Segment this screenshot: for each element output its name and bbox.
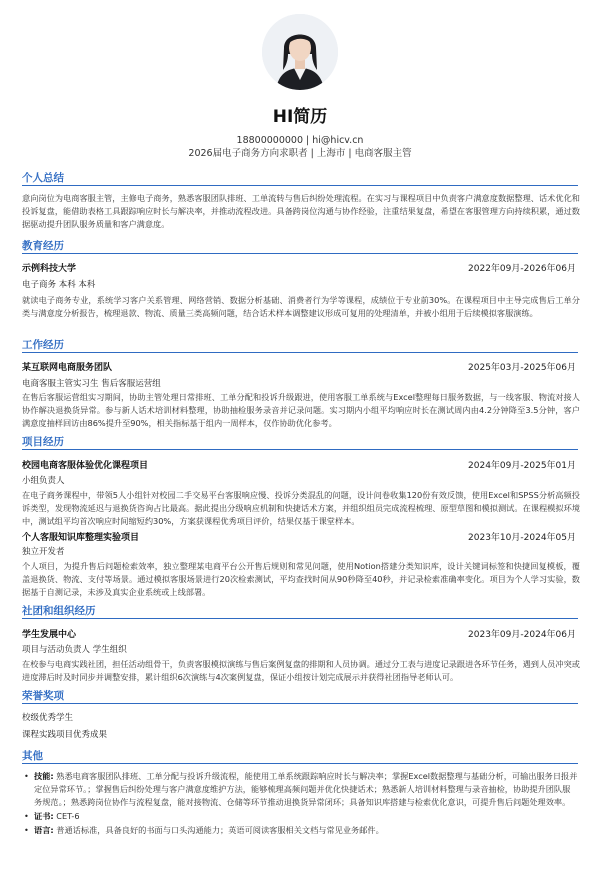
project-date: 2023年10月-2024年05月 bbox=[468, 533, 576, 543]
other-label: 语言: bbox=[34, 825, 54, 835]
section-divider bbox=[22, 703, 578, 704]
section-divider bbox=[22, 449, 578, 450]
contact-info bbox=[0, 134, 600, 160]
section-title-education: 教育经历 bbox=[22, 240, 64, 252]
education-text: 就读电子商务专业，系统学习客户关系管理、网络营销、数据分析基础、消费者行为学等课程，成绩位于专业前30%。在课程项目中主导完成售后工单分类与满意度分析报告，梳理退款、物流、质量三类高频问题，结合话术样本调整建议形成可复用的处理清单，并被小组用于后续模拟客服演练。 bbox=[22, 295, 580, 318]
objective-line: 2026届电子商务方向求职者 | 上海市 | 电商客服主管 bbox=[188, 148, 412, 159]
project-name: 个人客服知识库整理实验项目 bbox=[22, 533, 140, 543]
avatar bbox=[262, 14, 338, 90]
work-company: 某互联网电商服务团队 bbox=[22, 363, 113, 373]
project-role: 独立开发者 bbox=[22, 547, 65, 557]
section-title-work: 工作经历 bbox=[22, 339, 64, 351]
section-divider bbox=[22, 763, 578, 764]
work-role: 电商客服主管实习生 售后客服运营组 bbox=[22, 379, 161, 389]
education-school: 示例科技大学 bbox=[22, 264, 77, 274]
education-date: 2022年09月-2026年06月 bbox=[468, 264, 576, 274]
portrait-icon bbox=[262, 14, 338, 90]
other-label: 证书: bbox=[34, 811, 54, 821]
section-title-activities: 社团和组织经历 bbox=[22, 605, 96, 617]
other-text: CET-6 bbox=[56, 811, 80, 821]
award-item: 课程实践项目优秀成果 bbox=[22, 730, 108, 740]
resume-name: HI简历 bbox=[272, 107, 328, 127]
section-divider bbox=[22, 185, 578, 186]
project-text: 在电子商务课程中，带领5人小组针对校园二手交易平台客服响应慢、投诉分类混乱的问题，设计问卷收集120份有效反馈，使用Excel和SPSS分析高频投诉类型，发现物流延迟与退换货咨询占比最高。据此提出分级响应机制和快捷话术方案，并组织组员完成流程梳理、原型草图和模拟测试。在课程模拟环境中，测试组平均首次响应时间缩短约30%，方案获课程优秀项目评价，结果仅基于课堂样本。 bbox=[22, 490, 580, 526]
section-title-awards: 荣誉奖项 bbox=[22, 690, 64, 702]
award-item: 校级优秀学生 bbox=[22, 713, 74, 723]
project-name: 校园电商客服体验优化课程项目 bbox=[22, 461, 149, 471]
activity-text: 在校参与电商实践社团，担任活动组骨干，负责客服模拟演练与售后案例复盘的排期和人员协调。通过分工表与进度记录跟进各环节任务，遇到人员冲突或进度滞后时及时同步并调整安排，累计组织6次演练与4次案例复盘，保证小组按计划完成展示并获得社团指导老师认可。 bbox=[22, 659, 580, 682]
list-item bbox=[22, 824, 578, 837]
section-divider bbox=[22, 352, 578, 353]
section-title-projects: 项目经历 bbox=[22, 436, 64, 448]
section-title-summary: 个人总结 bbox=[22, 172, 64, 184]
summary-text: 意向岗位为电商客服主管，主修电子商务，熟悉客服团队排班、工单流转与售后纠纷处理流程。在实习与课程项目中负责客户满意度数据整理、话术优化和投诉复盘，能借助表格工具跟踪响应时长与解决率，并推动流程改进。具备跨岗位沟通与协作经验，注重结果复盘，希望在客服管理方向持续积累，通过数据驱动提升团队服务质量和客户满意度。 bbox=[22, 193, 580, 229]
section-divider bbox=[22, 253, 578, 254]
phone-email: 18800000000 | hi@hicv.cn bbox=[236, 135, 364, 146]
education-major: 电子商务 本科 本科 bbox=[22, 280, 96, 290]
work-date: 2025年03月-2025年06月 bbox=[468, 363, 576, 373]
project-role: 小组负责人 bbox=[22, 476, 65, 486]
other-text: 熟悉电商客服团队排班、工单分配与投诉升级流程，能使用工单系统跟踪响应时长与解决率；掌握Excel数据整理与基础分析，可输出服务日报并定位异常环节。；掌握售后纠纷处理与客户满意度维护方法，能够梳理高频问题并优化快捷话术；熟悉新人培训材料整理与录音抽检，协助提升团队服务规范。；熟悉跨岗位协作与流程复盘，能对接物流、仓储等环节推动退换货异常闭环；具备知识库搭建与检索优化意识，可提升售后问题处理效率。 bbox=[34, 771, 578, 807]
project-text: 个人项目，为提升售后问题检索效率，独立整理某电商平台公开售后规则和常见问题，使用Notion搭建分类知识库，设计关键词标签和快捷回复模板，覆盖退换货、物流、支付等场景。通过模拟客服场景进行20次检索测试，平均查找时间从90秒降至40秒，并记录检索准确率变化。项目为个人学习实验，数据基于自测记录，未涉及真实企业系统或上线部署。 bbox=[22, 561, 580, 597]
project-date: 2024年09月-2025年01月 bbox=[468, 461, 576, 471]
section-divider bbox=[22, 618, 578, 619]
list-item bbox=[22, 810, 578, 823]
activity-org: 学生发展中心 bbox=[22, 630, 77, 640]
activity-role: 项目与活动负责人 学生组织 bbox=[22, 645, 127, 655]
activity-date: 2023年09月-2024年06月 bbox=[468, 630, 576, 640]
other-text: 普通话标准，具备良好的书面与口头沟通能力；英语可阅读客服相关文档与常见业务邮件。 bbox=[56, 825, 384, 835]
list-item bbox=[22, 770, 578, 809]
other-list bbox=[22, 770, 578, 838]
section-title-other: 其他 bbox=[22, 750, 43, 762]
work-text: 在售后客服运营组实习期间，协助主管处理日常排班、工单分配和投诉升级跟进，使用客服工单系统与Excel整理每日服务数据，与一线客服、物流对接人协作解决退换货异常。参与新人话术培训材料整理，协助抽检服务录音并记录问题。实习期内小组平均响应时长在测试周内由4.2分钟降至3.5分钟，客户满意度抽样回访由86%提升至90%，相关指标基于组内一周样本，仅作协助优化参考。 bbox=[22, 392, 580, 428]
other-label: 技能: bbox=[34, 771, 54, 781]
